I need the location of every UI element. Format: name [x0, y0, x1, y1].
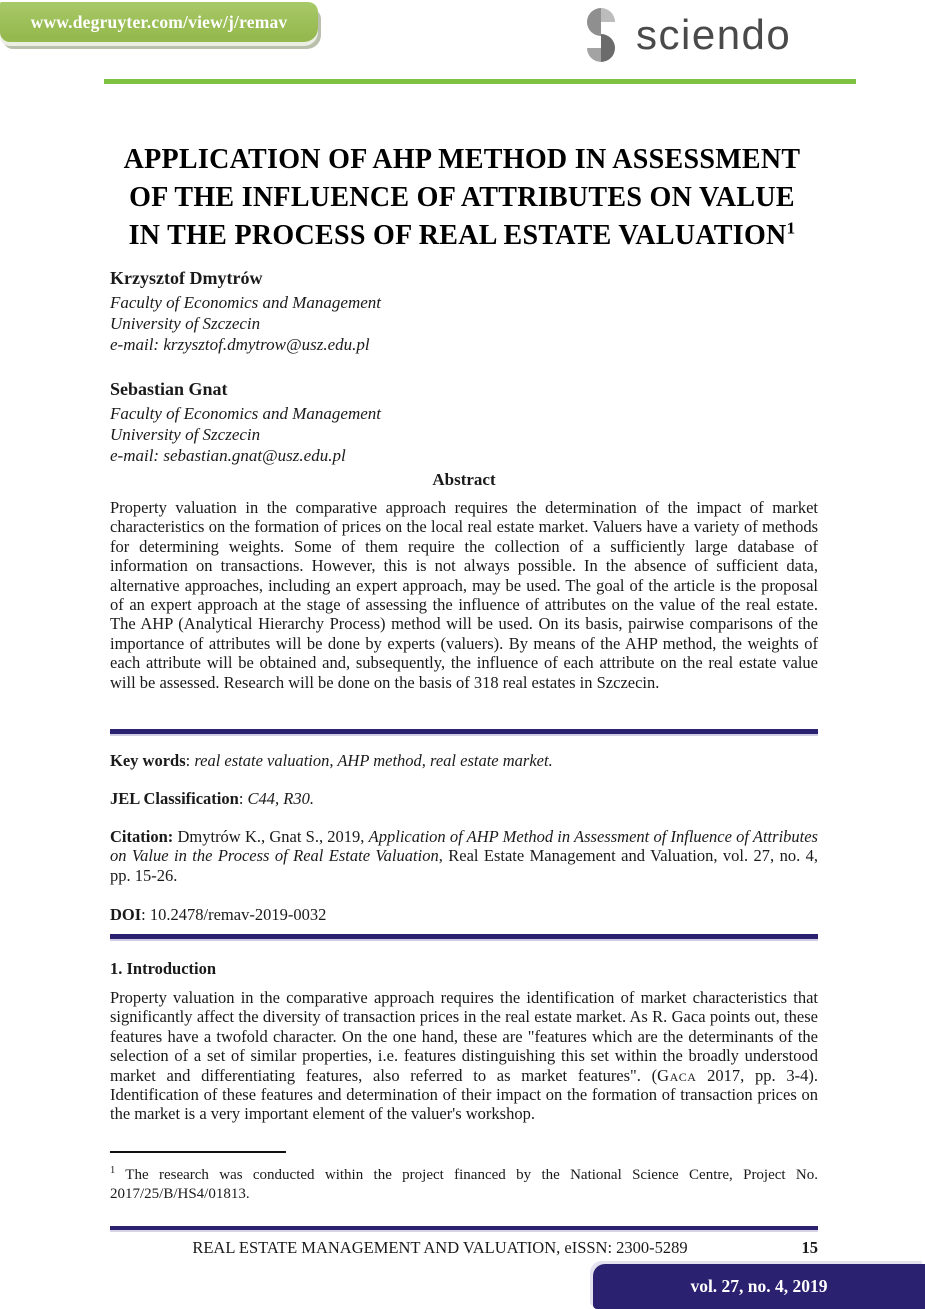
journal-url-badge[interactable]: www.degruyter.com/view/j/remav [0, 2, 318, 42]
section-divider-top [110, 729, 818, 734]
footnote-text: The research was conducted within the project financed by the National Science Centre, Project No. 2017/25/B/HS4/01813. [110, 1167, 818, 1202]
volume-issue-badge: vol. 27, no. 4, 2019 [593, 1264, 925, 1309]
introduction-paragraph [110, 988, 818, 1124]
doi-label: DOI [110, 905, 142, 924]
footer-divider [110, 1226, 818, 1230]
author-block [110, 268, 710, 490]
footer [110, 1238, 818, 1258]
author-1-email: e-mail: krzysztof.dmytrow@usz.edu.pl [110, 335, 370, 354]
introduction-text-2: 2017, pp. 3-4). Identification of these features and determination of their impact on the formation of transaction prices on the market is a very important element of the valuer's workshop. [110, 1065, 818, 1124]
doi-line [110, 905, 818, 924]
title-line-3: IN THE PROCESS OF REAL ESTATE VALUATION$^1$ [128, 218, 796, 251]
sciendo-logo [578, 6, 791, 64]
footnote [110, 1161, 818, 1204]
author-1-name: Krzysztof Dmytrów [110, 268, 263, 288]
abstract-text: Property valuation in the comparative approach requires the determination of the impact of market characteristics on the formation of prices on the local real estate market. Valuers have a variety of methods for determining weights. Some of them require the collection of a sufficiently large database of information on transactions. However, this is not always possible. In the absence of sufficient data, alternative approaches, including an expert approach, may be used. The goal of the article is the proposal of an expert approach at the stage of assessing the influence of attributes on the value of the real estate. The AHP (Analytical Hierarchy Process) method will be used. On its basis, pairwise comparisons of the importance of attributes will be done by experts (valuers). By means of the AHP method, the weights of each attribute will be obtained and, subsequently, the influence of each attribute on the real estate value will be assessed. Research will be done on the basis of 318 real estates in Szczecin. [110, 498, 818, 692]
abstract-heading: Abstract [432, 470, 496, 489]
author-2-affiliation: Faculty of Economics and Management [110, 404, 381, 423]
jel-line [110, 789, 818, 808]
footer-journal-title: REAL ESTATE MANAGEMENT AND VALUATION, eISSN: 2300-5289 [192, 1238, 688, 1257]
author-2-university: University of Szczecin [110, 425, 261, 444]
author-1 [110, 268, 710, 355]
keywords-separator: : [185, 751, 195, 770]
citation-journal: , Real Estate Management and Valuation, vol. 27, no. 4, pp. 15-26. [110, 846, 818, 885]
doi-value: 10.2478/remav-2019-0032 [149, 905, 327, 924]
footnote-marker: 1 [110, 1165, 116, 1176]
author-2 [110, 379, 710, 466]
sciendo-logo-text: sciendo [636, 11, 792, 58]
footnote-divider [110, 1151, 286, 1153]
title-line-2: OF THE INFLUENCE OF ATTRIBUTES ON VALUE [129, 182, 795, 213]
introduction-text-1: Property valuation in the comparative approach requires the identification of market characteristics that significantly affect the diversity of transaction prices in the real estate market. As R. Gaca points out, these features have a twofold character. On the one hand, these are "features which are the determinants of the selection of a set of similar properties, i.e. features distinguishing this set within the broadly understood market and differentiating features, also referred to as market features". ( [110, 988, 818, 1085]
jel-separator: : [238, 789, 248, 808]
citation-label: Citation: [110, 827, 174, 846]
doi-separator: : [141, 905, 150, 924]
introduction-citation-smallcaps: Gaca [657, 1065, 697, 1085]
keywords-line [110, 751, 818, 770]
page-number: 15 [801, 1238, 818, 1257]
citation-authors: Dmytrów K., Gnat S., 2019, [173, 827, 369, 846]
title-footnote-ref: 1 [786, 218, 796, 238]
jel-value: C44, R30. [247, 789, 314, 808]
author-2-email: e-mail: sebastian.gnat@usz.edu.pl [110, 446, 346, 465]
keywords-label: Key words [110, 751, 186, 770]
paper-title [82, 141, 842, 255]
sciendo-logo-icon [578, 6, 624, 64]
citation-title: Application of AHP Method in Assessment of Influence of Attributes on Value in the Process of Real Estate Valuation [110, 827, 818, 866]
author-1-affiliation: Faculty of Economics and Management [110, 293, 381, 312]
jel-label: JEL Classification [110, 789, 239, 808]
section-divider-bottom [110, 934, 818, 939]
keywords-value: real estate valuation, AHP method, real estate market. [194, 751, 553, 770]
introduction-heading: 1. Introduction [110, 959, 217, 978]
header-divider [104, 79, 856, 84]
title-line-1: APPLICATION OF AHP METHOD IN ASSESSMENT [123, 144, 801, 175]
author-1-university: University of Szczecin [110, 314, 261, 333]
author-2-name: Sebastian Gnat [110, 379, 228, 399]
citation-line [110, 827, 818, 885]
